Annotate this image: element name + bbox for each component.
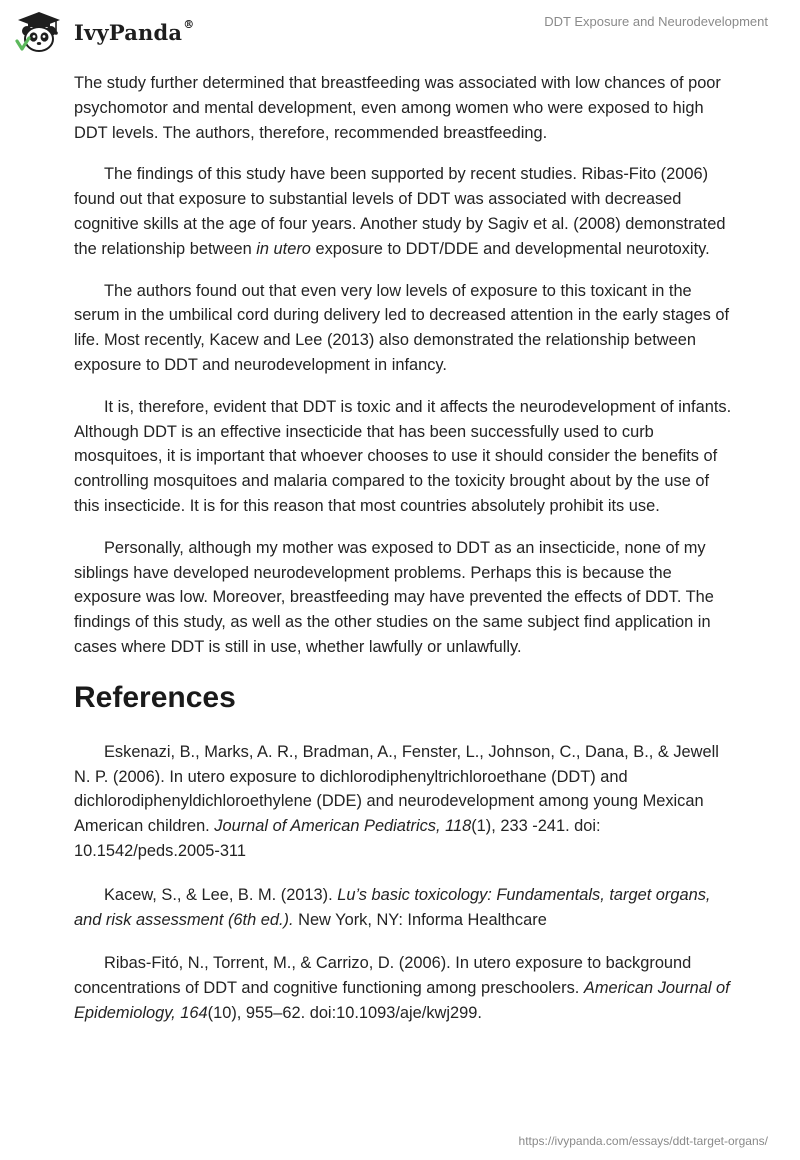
reference-eskenazi: Eskenazi, B., Marks, A. R., Bradman, A., Fenster, L., Johnson, C., Dana, B., & Jewell N. P. (2006). In utero exposure to dichlorodiphenyltrichloroethane (DDT) and dichlorodiphenyldichloroethylene (DDE) and neurodevelopment among young Mexican American children. Journal of American Pediatrics, 118(1), 233 -241. doi: 10.1542/peds.2005-311	[74, 742, 719, 860]
latin-term: in utero	[256, 239, 311, 258]
references-heading: References	[74, 680, 236, 714]
paragraph-2: The findings of this study have been supported by recent studies. Ribas-Fito (2006) found out that exposure to substantial levels of DDT was associated with decreased cognitive skills at the age of four years. Another study by Sagiv et al. (2008) demonstrated the relationship between in utero exposure to DDT/DDE and developmental neurotoxity.	[74, 165, 726, 258]
source-url[interactable]: https://ivypanda.com/essays/ddt-target-organs/	[518, 1134, 768, 1148]
paragraph-1: The study further determined that breastfeeding was associated with low chances of poor psychomotor and mental development, even among women who were exposed to high DDT levels. The authors, therefore, recommended breastfeeding.	[74, 74, 721, 142]
brand-name: IvyPanda®	[74, 17, 195, 45]
paragraph-3: The authors found out that even very low levels of exposure to this toxicant in the serum in the umbilical cord during delivery led to decreased attention in the early stages of life. Most recently, Kacew and Lee (2013) also demonstrated the relationship between exposure to DDT and neurodevelopment in infancy.	[74, 281, 730, 374]
running-title: DDT Exposure and Neurodevelopment	[544, 14, 768, 29]
essay-content	[74, 71, 734, 1045]
reference-ribas-fito: Ribas-Fitó, N., Torrent, M., & Carrizo, D. (2006). In utero exposure to background concentrations of DDT and cognitive functioning among preschoolers. American Journal of Epidemiology, 164(10), 955–62. doi:10.1093/aje/kwj299.	[74, 954, 730, 1022]
paragraph-5: Personally, although my mother was exposed to DDT as an insecticide, none of my siblings have developed neurodevelopment problems. Perhaps this is because the exposure was low. Moreover, breastfeeding may have prevented the effects of DDT. The findings of this study, as well as the other studies on the same subject find application in cases where DDT is still in use, whether lawfully or unlawfully.	[74, 538, 714, 656]
panda-graduate-icon	[14, 10, 64, 54]
page-header	[0, 0, 800, 60]
reference-kacew-lee: Kacew, S., & Lee, B. M. (2013). Lu’s basic toxicology: Fundamentals, target organs, and risk assessment (6th ed.). New York, NY: Informa Healthcare	[74, 885, 711, 929]
trademark-symbol: ®	[183, 17, 195, 31]
brand-logo[interactable]	[14, 10, 194, 54]
paragraph-4: It is, therefore, evident that DDT is toxic and it affects the neurodevelopment of infants. Although DDT is an effective insecticide that has been successfully used to curb mosquitoes, it is important that whoever chooses to use it should consider the benefits of controlling mosquitoes and malaria compared to the toxicity brought about by the use of this insecticide. It is for this reason that most countries absolutely prohibit its use.	[74, 397, 732, 515]
